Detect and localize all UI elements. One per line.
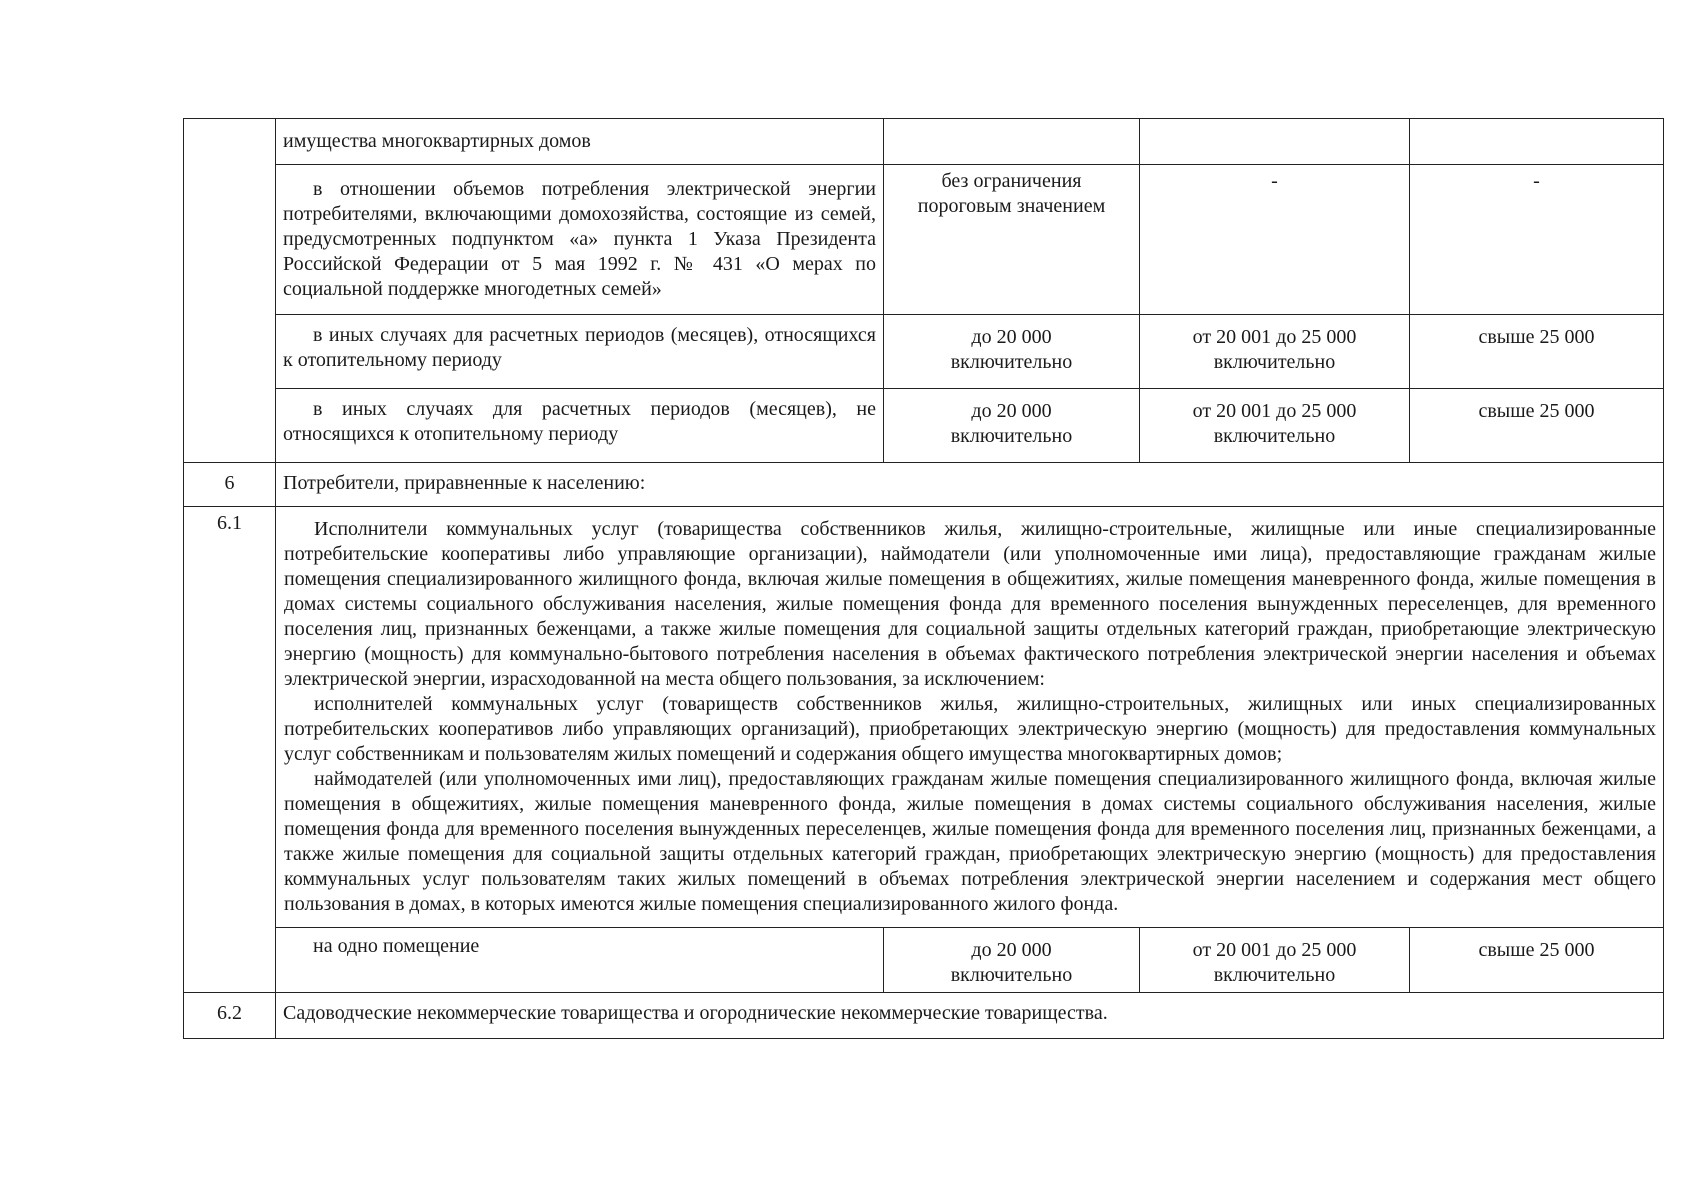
threshold-qualifier: включительно [950,425,1073,447]
threshold-cell-2 [1140,389,1410,463]
threshold-cell-1 [884,928,1140,993]
section-heading: Потребители, приравненные к населению: [276,463,1664,507]
paragraph-main: Исполнители коммунальных услуг (товарищества собственников жилья, жилищно-строительные, жилищные или иные специализированные потребительские кооперативы либо управляющие организации), наймодатели (или уполномоченные ими лица), предоставляющие гражданам жилые помещения специализированного жилищного фонда, включая жилые помещения в общежитиях, жилые помещения маневренного фонда, жилые помещения в домах системы социального обслуживания населения, жилые помещения фонда для временного поселения вынужденных переселенцев, для временного поселения лиц, признанных беженцами, а также жилые помещения для социальной защиты отдельных категорий граждан, приобретающие электрическую энергию (мощность) для коммунально-бытового потребления населения в объемах фактического потребления электрической энергии населения и объемах электрической энергии, израсходованной на места общего пользования, за исключением: [284,518,1656,690]
table-row [184,463,1664,507]
row-number: 6.2 [184,993,276,1039]
table-row [184,165,1664,315]
row-description [276,315,884,389]
threshold-cell-3: - [1410,165,1664,315]
description-text: в иных случаях для расчетных периодов (месяцев), относящихся к отопительному периоду [283,324,876,371]
threshold-value: от 20 001 до 25 000 [1192,326,1357,348]
table-row [184,507,1664,928]
threshold-qualifier: включительно [1213,425,1336,447]
threshold-value: без ограничения [941,170,1082,192]
row-description: имущества многоквартирных домов [276,119,884,165]
threshold-qualifier: включительно [1213,964,1336,986]
threshold-cell-1 [884,315,1140,389]
threshold-cell-3: свыше 25 000 [1410,928,1664,993]
threshold-cell-2 [1140,315,1410,389]
threshold-cell-1 [884,165,1140,315]
tariff-table [183,118,1664,1039]
threshold-cell-1 [884,389,1140,463]
description-text: в отношении объемов потребления электрической энергии потребителями, включающими домохозяйства, состоящие из семей, предусмотренных подпунктом «а» пункта 1 Указа Президента Российской Федерации от 5 мая 1992 г. № 431 «О мерах по социальной поддержке многодетных семей» [283,178,876,300]
table-row [184,928,1664,993]
row-description: Садоводческие некоммерческие товарищества и огороднические некоммерческие товарищества. [276,993,1664,1039]
threshold-cell-2 [1140,928,1410,993]
table-row [184,315,1664,389]
description-text: на одно помещение [313,935,480,957]
threshold-qualifier: включительно [950,351,1073,373]
threshold-value: от 20 001 до 25 000 [1192,939,1357,961]
row-description [276,389,884,463]
threshold-qualifier: включительно [1213,351,1336,373]
threshold-qualifier: включительно [950,964,1073,986]
row-description [276,165,884,315]
row-description [276,928,884,993]
threshold-cell-2 [1140,119,1410,165]
threshold-value: от 20 001 до 25 000 [1192,400,1357,422]
threshold-cell-3 [1410,119,1664,165]
row-number: 6 [184,463,276,507]
paragraph-exception-2: наймодателей (или уполномоченных ими лиц), предоставляющих гражданам жилые помещения специализированного жилищного фонда, включая жилые помещения в общежитиях, жилые помещения маневренного фонда, жилые помещения в домах системы социального обслуживания населения, жилые помещения фонда для временного поселения вынужденных переселенцев, жилые помещения фонда для временного поселения лиц, признанных беженцами, а также жилые помещения для социальной защиты отдельных категорий граждан, приобретающих электрическую энергию (мощность) для предоставления коммунальных услуг пользователям таких жилых помещений в объемах потребления электрической энергии населением и содержания мест общего пользования в домах, в которых имеются жилые помещения специализированного жилого фонда. [284,768,1656,915]
row-description [276,507,1664,928]
threshold-value: до 20 000 [971,939,1052,961]
row-number-cell [184,119,276,463]
paragraph-exception-1: исполнителей коммунальных услуг (товариществ собственников жилья, жилищно-строительных, жилищных или иных специализированных потребительских кооперативов либо управляющих организаций), приобретающих электрическую энергию (мощность) для предоставления коммунальных услуг собственникам и пользователям жилых помещений и содержания общего имущества многоквартирных домов; [284,693,1656,765]
description-text: в иных случаях для расчетных периодов (месяцев), не относящихся к отопительному периоду [283,398,876,445]
row-number: 6.1 [184,507,276,993]
threshold-cell-3: свыше 25 000 [1410,315,1664,389]
threshold-cell-1 [884,119,1140,165]
threshold-cell-3: свыше 25 000 [1410,389,1664,463]
table-row [184,119,1664,165]
threshold-value: до 20 000 [971,326,1052,348]
table-row [184,993,1664,1039]
table-row [184,389,1664,463]
threshold-cell-2: - [1140,165,1410,315]
threshold-value: до 20 000 [971,400,1052,422]
threshold-qualifier: пороговым значением [917,195,1106,217]
